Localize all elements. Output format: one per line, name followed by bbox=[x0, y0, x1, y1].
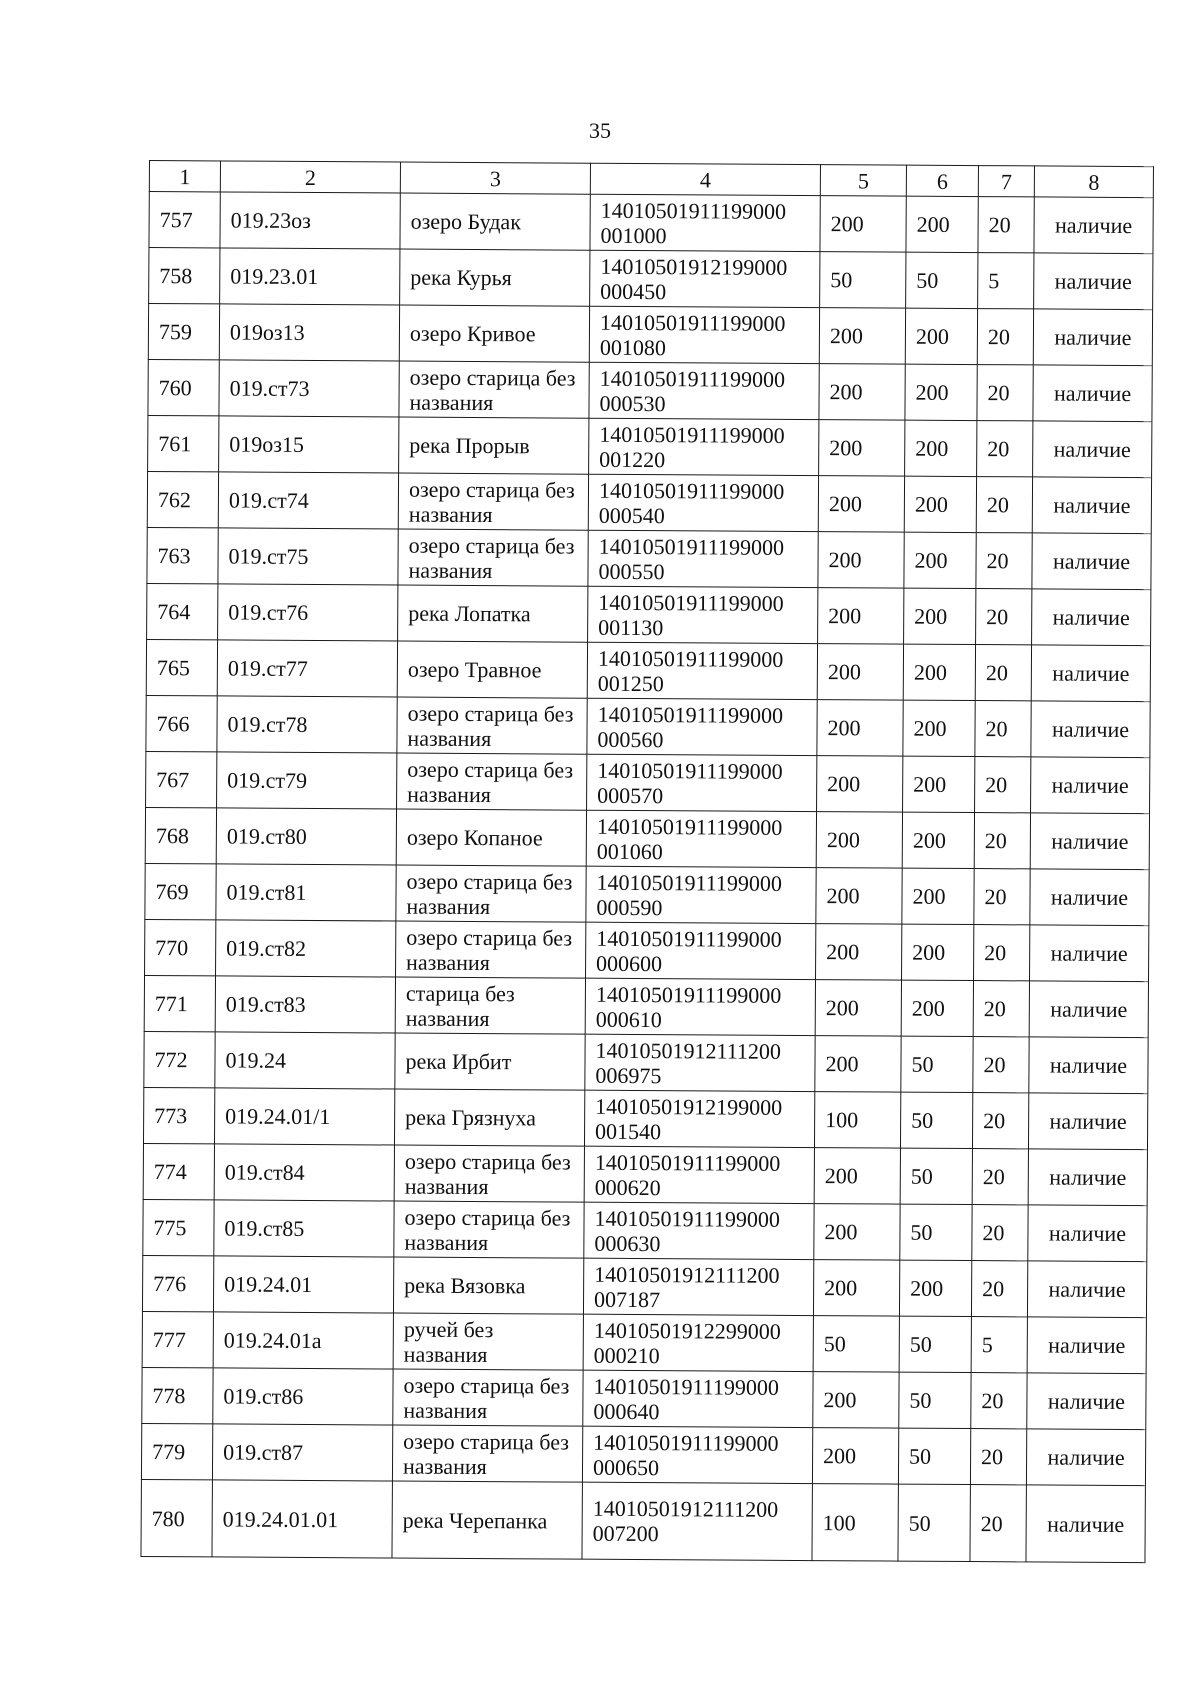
column-5-value: 100 bbox=[814, 1092, 900, 1149]
column-7-value: 20 bbox=[970, 1429, 1026, 1485]
table-row bbox=[143, 1087, 1147, 1149]
column-5-value: 200 bbox=[813, 1372, 899, 1429]
registry-number-cell bbox=[590, 250, 820, 307]
column-7-value: 20 bbox=[971, 1373, 1027, 1429]
status-cell: наличие bbox=[1027, 1261, 1146, 1318]
status-cell: наличие bbox=[1027, 1317, 1146, 1374]
column-6-value: 200 bbox=[902, 812, 974, 868]
registry-number-line: 001250 bbox=[597, 670, 664, 696]
registry-number-line: 14010501911199000 bbox=[598, 533, 785, 560]
row-number-cell: 775 bbox=[143, 1199, 214, 1255]
page-number: 35 bbox=[589, 118, 611, 143]
column-header: 3 bbox=[400, 162, 590, 194]
column-6-value: 200 bbox=[905, 364, 977, 420]
row-number-cell: 772 bbox=[144, 1031, 215, 1087]
object-name-cell: река Вязовка bbox=[393, 1257, 583, 1314]
registry-number-line: 14010501911199000 bbox=[596, 869, 783, 896]
registry-number-line: 000550 bbox=[598, 558, 665, 584]
object-code-cell: 019.24.01/1 bbox=[214, 1088, 394, 1145]
registry-number-line: 14010501911199000 bbox=[596, 925, 782, 952]
registry-number-line: 14010501911199000 bbox=[593, 1429, 779, 1456]
object-code-cell: 019.24.01.01 bbox=[212, 1480, 392, 1558]
column-7-value: 20 bbox=[976, 477, 1032, 533]
table-body bbox=[141, 192, 1153, 1563]
table-row bbox=[146, 639, 1150, 701]
object-name-cell: озеро старица без названия bbox=[397, 697, 587, 754]
column-5-value: 200 bbox=[814, 1148, 900, 1205]
registry-number-line: 14010501911199000 bbox=[598, 477, 785, 504]
registry-number-line: 14010501912199000 bbox=[600, 253, 788, 280]
column-6-value: 50 bbox=[900, 1148, 972, 1204]
column-header: 5 bbox=[820, 165, 906, 197]
object-code-cell: 019.ст83 bbox=[215, 976, 395, 1033]
row-number-cell: 770 bbox=[145, 919, 216, 975]
registry-number-line: 000540 bbox=[598, 502, 665, 528]
object-code-cell: 019.ст76 bbox=[218, 584, 398, 641]
registry-number-line: 000620 bbox=[594, 1174, 661, 1200]
status-cell: наличие bbox=[1028, 1093, 1147, 1150]
column-7-value: 20 bbox=[974, 925, 1030, 981]
object-name-cell: озеро Травное bbox=[397, 641, 587, 698]
table-row bbox=[142, 1255, 1146, 1317]
registry-number-cell bbox=[583, 1258, 813, 1315]
registry-number-cell bbox=[588, 474, 818, 531]
column-5-value: 200 bbox=[817, 756, 903, 813]
object-name-cell: озеро старица без названия bbox=[393, 1369, 583, 1426]
object-code-cell: 019.ст79 bbox=[217, 752, 397, 809]
column-6-value: 200 bbox=[904, 588, 976, 644]
registry-number-cell bbox=[584, 1146, 814, 1203]
status-cell: наличие bbox=[1032, 477, 1151, 534]
column-7-value: 5 bbox=[971, 1317, 1027, 1373]
registry-number-line: 14010501912299000 bbox=[593, 1317, 781, 1344]
table-row bbox=[143, 1143, 1147, 1205]
registry-number-line: 14010501912111200 bbox=[592, 1495, 779, 1522]
registry-number-line: 000530 bbox=[599, 390, 666, 416]
status-cell: наличие bbox=[1033, 309, 1152, 366]
row-number-cell: 776 bbox=[142, 1255, 213, 1311]
table-row bbox=[147, 583, 1151, 645]
column-7-value: 20 bbox=[972, 1149, 1028, 1205]
column-7-value: 20 bbox=[975, 645, 1031, 701]
row-number-cell: 767 bbox=[146, 751, 217, 807]
row-number-cell: 773 bbox=[143, 1087, 214, 1143]
object-name-cell: старица без названия bbox=[395, 977, 585, 1034]
status-cell: наличие bbox=[1034, 253, 1153, 310]
table-row bbox=[149, 248, 1153, 310]
registry-number-line: 000560 bbox=[597, 726, 664, 752]
registry-number-cell bbox=[584, 1202, 814, 1259]
object-code-cell: 019.ст77 bbox=[217, 640, 397, 697]
column-5-value: 100 bbox=[812, 1484, 898, 1562]
column-5-value: 200 bbox=[813, 1260, 899, 1317]
registry-number-line: 001060 bbox=[596, 838, 663, 864]
column-header: 2 bbox=[220, 161, 400, 193]
column-5-value: 200 bbox=[817, 644, 903, 701]
table-row bbox=[142, 1367, 1146, 1429]
status-cell: наличие bbox=[1031, 757, 1150, 814]
status-cell: наличие bbox=[1034, 197, 1153, 254]
registry-number-cell bbox=[589, 362, 819, 419]
registry-number-line: 000650 bbox=[592, 1454, 660, 1480]
row-number-cell: 757 bbox=[149, 192, 220, 248]
status-cell: наличие bbox=[1032, 533, 1151, 590]
registry-number-cell bbox=[583, 1370, 813, 1427]
status-cell: наличие bbox=[1028, 1149, 1147, 1206]
status-cell: наличие bbox=[1033, 421, 1152, 478]
column-header: 4 bbox=[590, 163, 820, 195]
row-number-cell: 779 bbox=[141, 1423, 212, 1479]
column-5-value: 50 bbox=[820, 252, 906, 309]
table-row bbox=[144, 1031, 1148, 1093]
column-5-value: 200 bbox=[818, 532, 904, 589]
status-cell: наличие bbox=[1030, 925, 1149, 982]
registry-number-line: 007187 bbox=[593, 1286, 661, 1312]
column-7-value: 20 bbox=[974, 813, 1030, 869]
status-cell: наличие bbox=[1031, 645, 1150, 702]
object-code-cell: 019.ст78 bbox=[217, 696, 397, 753]
table-row bbox=[143, 1199, 1147, 1261]
table-row bbox=[145, 807, 1149, 869]
object-name-cell: река Ирбит bbox=[395, 1033, 585, 1090]
row-number-cell: 774 bbox=[143, 1143, 214, 1199]
column-6-value: 50 bbox=[898, 1484, 970, 1561]
registry-number-cell bbox=[589, 306, 819, 363]
object-code-cell: 019.ст75 bbox=[218, 528, 398, 585]
object-code-cell: 019.ст74 bbox=[218, 472, 398, 529]
registry-number-cell bbox=[588, 586, 818, 643]
object-code-cell: 019.ст85 bbox=[214, 1200, 394, 1257]
column-7-value: 20 bbox=[973, 1037, 1029, 1093]
registry-number-line: 14010501912111200 bbox=[595, 1037, 782, 1064]
registry-number-line: 007200 bbox=[592, 1520, 659, 1547]
registry-number-line: 000210 bbox=[593, 1342, 660, 1368]
registry-number-line: 001130 bbox=[598, 614, 664, 640]
status-cell: наличие bbox=[1028, 1205, 1147, 1262]
object-code-cell: 019.24 bbox=[215, 1032, 395, 1089]
column-7-value: 20 bbox=[977, 365, 1033, 421]
column-5-value: 200 bbox=[814, 1204, 900, 1261]
column-header: 6 bbox=[906, 165, 978, 196]
column-7-value: 20 bbox=[974, 869, 1030, 925]
table-row bbox=[148, 415, 1152, 477]
registry-number-cell bbox=[583, 1314, 813, 1371]
column-header: 7 bbox=[978, 166, 1034, 197]
column-6-value: 50 bbox=[900, 1092, 972, 1148]
object-code-cell: 019.24.01а bbox=[213, 1312, 393, 1369]
table-row bbox=[145, 919, 1149, 981]
object-name-cell: озеро старица без названия bbox=[396, 921, 586, 978]
column-5-value: 200 bbox=[819, 364, 905, 421]
table-row bbox=[146, 695, 1150, 757]
column-6-value: 200 bbox=[902, 868, 974, 924]
registry-number-line: 14010501911199000 bbox=[599, 309, 786, 336]
status-cell: наличие bbox=[1030, 813, 1149, 870]
registry-number-cell bbox=[587, 698, 817, 755]
registry-number-line: 14010501911199000 bbox=[597, 701, 784, 728]
registry-number-cell bbox=[585, 978, 815, 1035]
object-code-cell: 019.ст80 bbox=[216, 808, 396, 865]
status-cell: наличие bbox=[1033, 365, 1152, 422]
object-code-cell: 019.ст81 bbox=[216, 864, 396, 921]
column-6-value: 200 bbox=[901, 980, 973, 1036]
registry-number-line: 14010501911199000 bbox=[593, 1373, 779, 1400]
status-cell: наличие bbox=[1027, 1373, 1146, 1430]
table-row bbox=[148, 304, 1152, 366]
registry-number-line: 14010501912199000 bbox=[595, 1093, 783, 1120]
column-6-value: 200 bbox=[906, 196, 978, 252]
table-row bbox=[148, 359, 1152, 421]
column-6-value: 50 bbox=[898, 1428, 970, 1484]
column-7-value: 20 bbox=[978, 197, 1034, 253]
row-number-cell: 766 bbox=[146, 695, 217, 751]
registry-number-line: 14010501911199000 bbox=[600, 197, 787, 224]
table-row bbox=[146, 751, 1150, 813]
table-row bbox=[141, 1479, 1145, 1562]
registry-number-cell bbox=[582, 1482, 812, 1560]
table-row bbox=[145, 863, 1149, 925]
registry-number-line: 000600 bbox=[596, 950, 663, 976]
registry-number-line: 14010501911199000 bbox=[595, 981, 782, 1008]
column-6-value: 200 bbox=[903, 644, 975, 700]
column-5-value: 200 bbox=[816, 924, 902, 981]
row-number-cell: 777 bbox=[142, 1311, 213, 1367]
column-5-value: 200 bbox=[816, 868, 902, 925]
object-name-cell: озеро старица без названия bbox=[394, 1201, 584, 1258]
row-number-cell: 771 bbox=[144, 975, 215, 1031]
object-name-cell: ручей без названия bbox=[393, 1313, 583, 1370]
object-code-cell: 019.ст82 bbox=[216, 920, 396, 977]
registry-number-line: 001000 bbox=[600, 222, 667, 248]
column-7-value: 20 bbox=[976, 533, 1032, 589]
status-cell: наличие bbox=[1026, 1429, 1145, 1486]
column-5-value: 200 bbox=[818, 476, 904, 533]
column-7-value: 20 bbox=[977, 421, 1033, 477]
registry-number-line: 14010501911199000 bbox=[597, 757, 783, 784]
row-number-cell: 759 bbox=[148, 304, 219, 360]
object-code-cell: 019.ст87 bbox=[212, 1424, 392, 1481]
registry-number-line: 000450 bbox=[600, 278, 667, 304]
registry-number-cell bbox=[585, 1034, 815, 1091]
registry-number-line: 000570 bbox=[597, 782, 664, 808]
registry-number-line: 14010501911199000 bbox=[597, 645, 784, 672]
column-6-value: 50 bbox=[899, 1372, 971, 1428]
column-5-value: 50 bbox=[813, 1316, 899, 1373]
registry-number-line: 000590 bbox=[596, 894, 663, 920]
registry-number-line: 006975 bbox=[595, 1062, 662, 1088]
object-name-cell: река Лопатка bbox=[398, 585, 588, 642]
registry-number-cell bbox=[589, 418, 819, 475]
column-7-value: 20 bbox=[975, 757, 1031, 813]
column-5-value: 200 bbox=[812, 1428, 898, 1485]
row-number-cell: 765 bbox=[146, 639, 217, 695]
column-6-value: 200 bbox=[904, 476, 976, 532]
registry-number-cell bbox=[590, 194, 820, 251]
table-row bbox=[142, 1311, 1146, 1373]
column-6-value: 200 bbox=[903, 700, 975, 756]
column-5-value: 200 bbox=[820, 196, 906, 253]
registry-number-cell bbox=[584, 1090, 814, 1147]
registry-number-line: 14010501911199000 bbox=[596, 813, 783, 840]
row-number-cell: 769 bbox=[145, 863, 216, 919]
object-name-cell: озеро старица без названия bbox=[394, 1145, 584, 1202]
column-7-value: 20 bbox=[973, 981, 1029, 1037]
object-code-cell: 019.24.01 bbox=[213, 1256, 393, 1313]
registry-number-line: 14010501912111200 bbox=[594, 1261, 780, 1288]
registry-number-cell bbox=[587, 754, 817, 811]
status-cell: наличие bbox=[1029, 1037, 1148, 1094]
column-6-value: 200 bbox=[905, 308, 977, 364]
registry-number-cell bbox=[582, 1426, 812, 1483]
column-5-value: 200 bbox=[817, 700, 903, 757]
registry-number-cell bbox=[586, 866, 816, 923]
object-name-cell: озеро Будак bbox=[400, 193, 590, 250]
registry-number-cell bbox=[588, 530, 818, 587]
row-number-cell: 778 bbox=[142, 1367, 213, 1423]
registry-number-line: 000610 bbox=[595, 1006, 662, 1032]
row-number-cell: 764 bbox=[147, 583, 218, 639]
object-code-cell: 019.ст86 bbox=[213, 1368, 393, 1425]
object-name-cell: озеро старица без названия bbox=[396, 865, 586, 922]
column-5-value: 200 bbox=[815, 1036, 901, 1093]
object-name-cell: река Черепанка bbox=[392, 1481, 582, 1559]
column-6-value: 50 bbox=[906, 252, 978, 308]
row-number-cell: 768 bbox=[145, 807, 216, 863]
column-header: 1 bbox=[149, 161, 220, 192]
row-number-cell: 763 bbox=[147, 527, 218, 583]
registry-number-cell bbox=[586, 810, 816, 867]
table-row bbox=[141, 1423, 1145, 1485]
column-5-value: 200 bbox=[816, 812, 902, 869]
column-5-value: 200 bbox=[815, 980, 901, 1037]
table-row bbox=[149, 192, 1153, 254]
object-name-cell: озеро старица без названия bbox=[392, 1425, 582, 1482]
registry-number-cell bbox=[587, 642, 817, 699]
registry-number-line: 001540 bbox=[595, 1118, 662, 1144]
table-row bbox=[144, 975, 1148, 1037]
status-cell: наличие bbox=[1026, 1485, 1145, 1563]
object-code-cell: 019.ст84 bbox=[214, 1144, 394, 1201]
column-6-value: 200 bbox=[903, 756, 975, 812]
row-number-cell: 762 bbox=[147, 471, 218, 527]
registry-number-line: 14010501911199000 bbox=[599, 421, 785, 448]
table-row bbox=[147, 527, 1151, 589]
table-row bbox=[147, 471, 1151, 533]
status-cell: наличие bbox=[1031, 701, 1150, 758]
registry-number-line: 000630 bbox=[594, 1230, 661, 1256]
object-name-cell: озеро Копаное bbox=[396, 809, 586, 866]
object-name-cell: озеро старица без названия bbox=[398, 473, 588, 530]
row-number-cell: 758 bbox=[149, 248, 220, 304]
column-6-value: 200 bbox=[904, 532, 976, 588]
column-6-value: 200 bbox=[905, 420, 977, 476]
column-7-value: 20 bbox=[972, 1093, 1028, 1149]
registry-number-line: 14010501911199000 bbox=[594, 1205, 780, 1232]
water-objects-table bbox=[140, 160, 1154, 1563]
registry-number-line: 000640 bbox=[593, 1398, 660, 1424]
status-cell: наличие bbox=[1029, 981, 1148, 1038]
object-name-cell: озеро Кривое bbox=[399, 305, 589, 362]
registry-number-line: 001220 bbox=[599, 446, 666, 472]
column-7-value: 20 bbox=[976, 589, 1032, 645]
column-7-value: 20 bbox=[971, 1261, 1027, 1317]
column-7-value: 20 bbox=[970, 1485, 1026, 1562]
object-name-cell: озеро старица без названия bbox=[398, 529, 588, 586]
column-6-value: 200 bbox=[899, 1260, 971, 1316]
column-7-value: 5 bbox=[978, 253, 1034, 309]
column-5-value: 200 bbox=[819, 308, 905, 365]
column-5-value: 200 bbox=[818, 588, 904, 645]
object-name-cell: река Курья bbox=[400, 249, 590, 306]
registry-number-line: 14010501911199000 bbox=[599, 365, 786, 392]
column-6-value: 50 bbox=[900, 1204, 972, 1260]
object-name-cell: озеро старица без названия bbox=[397, 753, 587, 810]
registry-number-line: 14010501911199000 bbox=[594, 1149, 781, 1176]
object-code-cell: 019оз13 bbox=[219, 304, 399, 361]
column-header: 8 bbox=[1034, 166, 1153, 198]
object-name-cell: озеро старица без названия bbox=[399, 361, 589, 418]
status-cell: наличие bbox=[1032, 589, 1151, 646]
object-code-cell: 019.23оз bbox=[220, 192, 400, 249]
column-7-value: 20 bbox=[977, 309, 1033, 365]
column-7-value: 20 bbox=[975, 701, 1031, 757]
object-code-cell: 019оз15 bbox=[219, 416, 399, 473]
row-number-cell: 780 bbox=[141, 1479, 212, 1556]
object-code-cell: 019.ст73 bbox=[219, 360, 399, 417]
registry-number-cell bbox=[586, 922, 816, 979]
column-6-value: 50 bbox=[899, 1316, 971, 1372]
registry-number-line: 001080 bbox=[599, 334, 666, 360]
object-name-cell: река Прорыв bbox=[399, 417, 589, 474]
column-6-value: 50 bbox=[901, 1036, 973, 1092]
object-code-cell: 019.23.01 bbox=[220, 248, 400, 305]
column-7-value: 20 bbox=[972, 1205, 1028, 1261]
object-name-cell: река Грязнуха bbox=[394, 1089, 584, 1146]
registry-number-line: 14010501911199000 bbox=[598, 589, 784, 616]
status-cell: наличие bbox=[1030, 869, 1149, 926]
row-number-cell: 760 bbox=[148, 359, 219, 415]
row-number-cell: 761 bbox=[148, 415, 219, 471]
column-6-value: 200 bbox=[902, 924, 974, 980]
column-5-value: 200 bbox=[819, 420, 905, 477]
